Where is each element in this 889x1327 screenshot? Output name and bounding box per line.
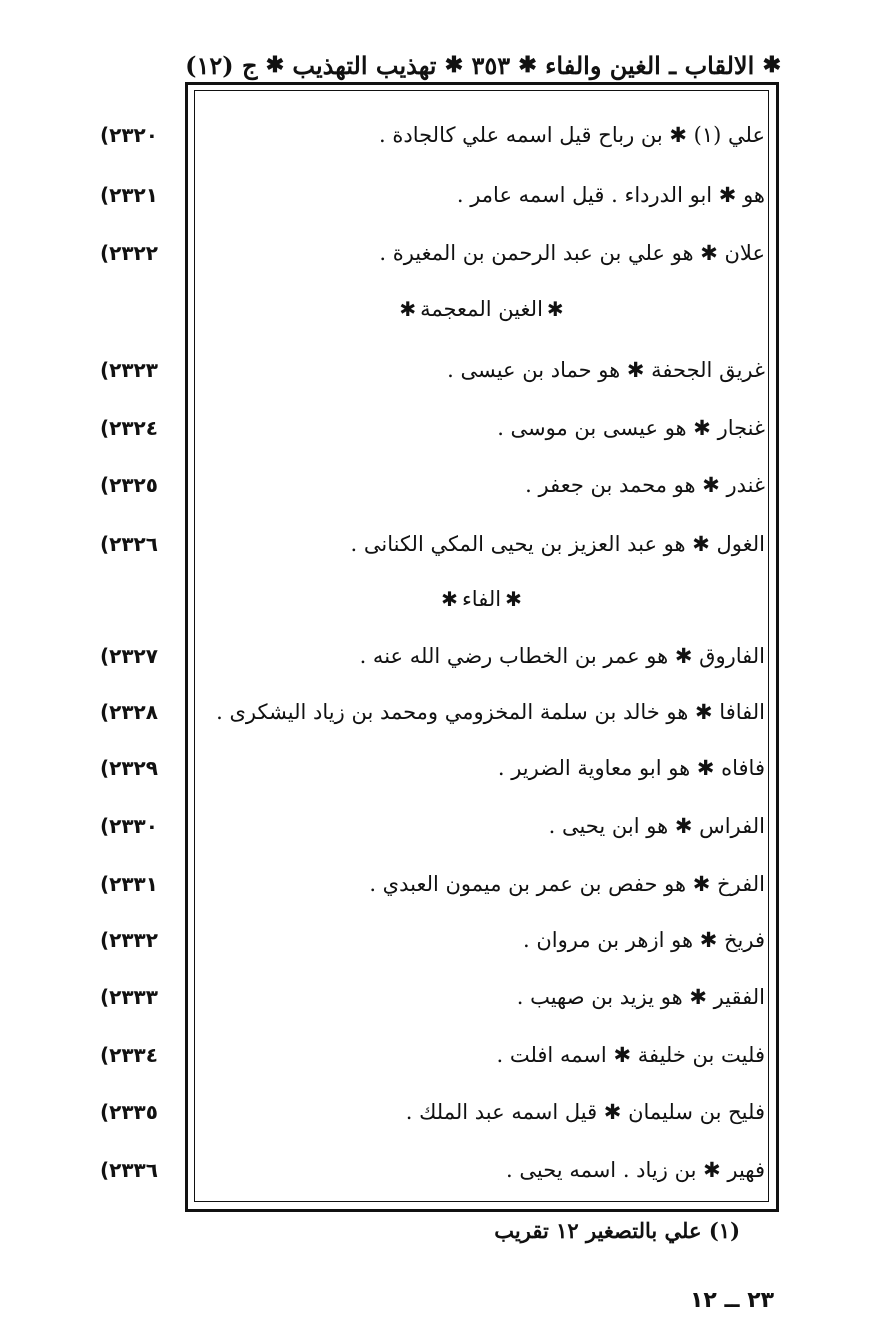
entry-row	[100, 744, 775, 792]
star-ornament-icon: ✱	[441, 587, 458, 611]
entry-row	[100, 632, 775, 680]
heading-text: الفاء	[461, 587, 502, 611]
entry-row	[100, 404, 775, 452]
star-ornament-icon: ✱	[399, 297, 417, 321]
entry-text: غندر ✱ هو محمد بن جعفر .	[525, 473, 765, 497]
entry-text: فليح بن سليمان ✱ قيل اسمه عبد الملك .	[405, 1100, 765, 1124]
entry-text: غنجار ✱ هو عيسى بن موسى .	[497, 416, 765, 440]
entry-number: (٢٣٢٩	[100, 756, 158, 780]
entry-number: (٢٣٢٥	[100, 473, 158, 497]
entry-row	[100, 973, 775, 1021]
signature-mark: ج (١٢)	[185, 50, 258, 80]
entry-text: علان ✱ هو علي بن عبد الرحمن بن المغيرة .	[379, 241, 765, 265]
footnote: (١) علي بالتصغير ١٢ تقريب	[494, 1218, 740, 1243]
entry-number: (٢٣٢٧	[100, 644, 158, 668]
entry-text: الغول ✱ هو عبد العزيز بن يحيى المكي الكنانى .	[350, 532, 765, 556]
entry-text: هو ✱ ابو الدرداء . قيل اسمه عامر .	[456, 183, 765, 207]
entry-number: (٢٣٢٠	[100, 123, 158, 147]
entry-text: فليت بن خليفة ✱ اسمه افلت .	[496, 1043, 765, 1067]
entry-text: الفاروق ✱ هو عمر بن الخطاب رضي الله عنه .	[359, 644, 765, 668]
entry-number: (٢٣٣١	[100, 872, 158, 896]
section-heading-ghain	[194, 285, 769, 333]
entry-number: (٢٣٢٣	[100, 358, 158, 382]
entry-number: (٢٣٢١	[100, 183, 158, 207]
star-ornament-icon: ✱	[518, 52, 537, 78]
entry-text: الفافا ✱ هو خالد بن سلمة المخزومي ومحمد بن زياد اليشكرى .	[216, 700, 765, 724]
entry-number: (٢٣٣٢	[100, 928, 158, 952]
entry-text: فريخ ✱ هو ازهر بن مروان .	[523, 928, 765, 952]
entry-row	[100, 688, 775, 736]
entry-row	[100, 520, 775, 568]
entry-row	[100, 916, 775, 964]
star-ornament-icon: ✱	[444, 52, 464, 78]
entry-number: (٢٣٣٥	[100, 1100, 158, 1124]
entry-text: فافاه ✱ هو ابو معاوية الضرير .	[497, 756, 765, 780]
entry-row	[100, 111, 775, 159]
book-title: تهذيب التهذيب	[292, 50, 437, 80]
star-ornament-icon: ✱	[265, 52, 285, 78]
entry-text: الفرخ ✱ هو حفص بن عمر بن ميمون العبدي .	[369, 872, 765, 896]
entry-row	[100, 860, 775, 908]
entry-row	[100, 346, 775, 394]
entry-row	[100, 229, 775, 277]
entry-row	[100, 802, 775, 850]
entry-row	[100, 171, 775, 219]
page-number: ٣٥٣	[471, 50, 511, 80]
printer-page-code: ٢٣ ــ ١٢	[690, 1288, 775, 1313]
entry-text: غريق الجحفة ✱ هو حماد بن عيسى .	[447, 358, 765, 382]
section-title: الالقاب ـ الغين والفاء	[545, 50, 755, 80]
entry-number: (٢٣٣٤	[100, 1043, 158, 1067]
entry-number: (٢٣٢٤	[100, 416, 158, 440]
entry-row	[100, 1146, 775, 1194]
section-heading-fa	[194, 575, 769, 623]
entry-number: (٢٣٢٨	[100, 700, 158, 724]
star-ornament-icon: ✱	[546, 297, 564, 321]
entry-number: (٢٣٢٦	[100, 532, 158, 556]
entry-row	[100, 1088, 775, 1136]
entry-number: (٢٣٢٢	[100, 241, 158, 265]
entry-text: فهير ✱ بن زياد . اسمه يحيى .	[506, 1158, 765, 1182]
entry-row	[100, 1031, 775, 1079]
entry-number: (٢٣٣٣	[100, 985, 158, 1009]
entry-row	[100, 461, 775, 509]
heading-text: الغين المعجمة	[420, 297, 543, 321]
star-ornament-icon: ✱	[762, 52, 781, 78]
entry-number: (٢٣٣٦	[100, 1158, 158, 1182]
entry-text: الفقير ✱ هو يزيد بن صهيب .	[516, 985, 765, 1009]
entry-text: الفراس ✱ هو ابن يحيى .	[548, 814, 765, 838]
entry-text: علي (١) ✱ بن رباح قيل اسمه علي كالجادة .	[379, 123, 765, 147]
entry-number: (٢٣٣٠	[100, 814, 158, 838]
star-ornament-icon: ✱	[505, 587, 522, 611]
